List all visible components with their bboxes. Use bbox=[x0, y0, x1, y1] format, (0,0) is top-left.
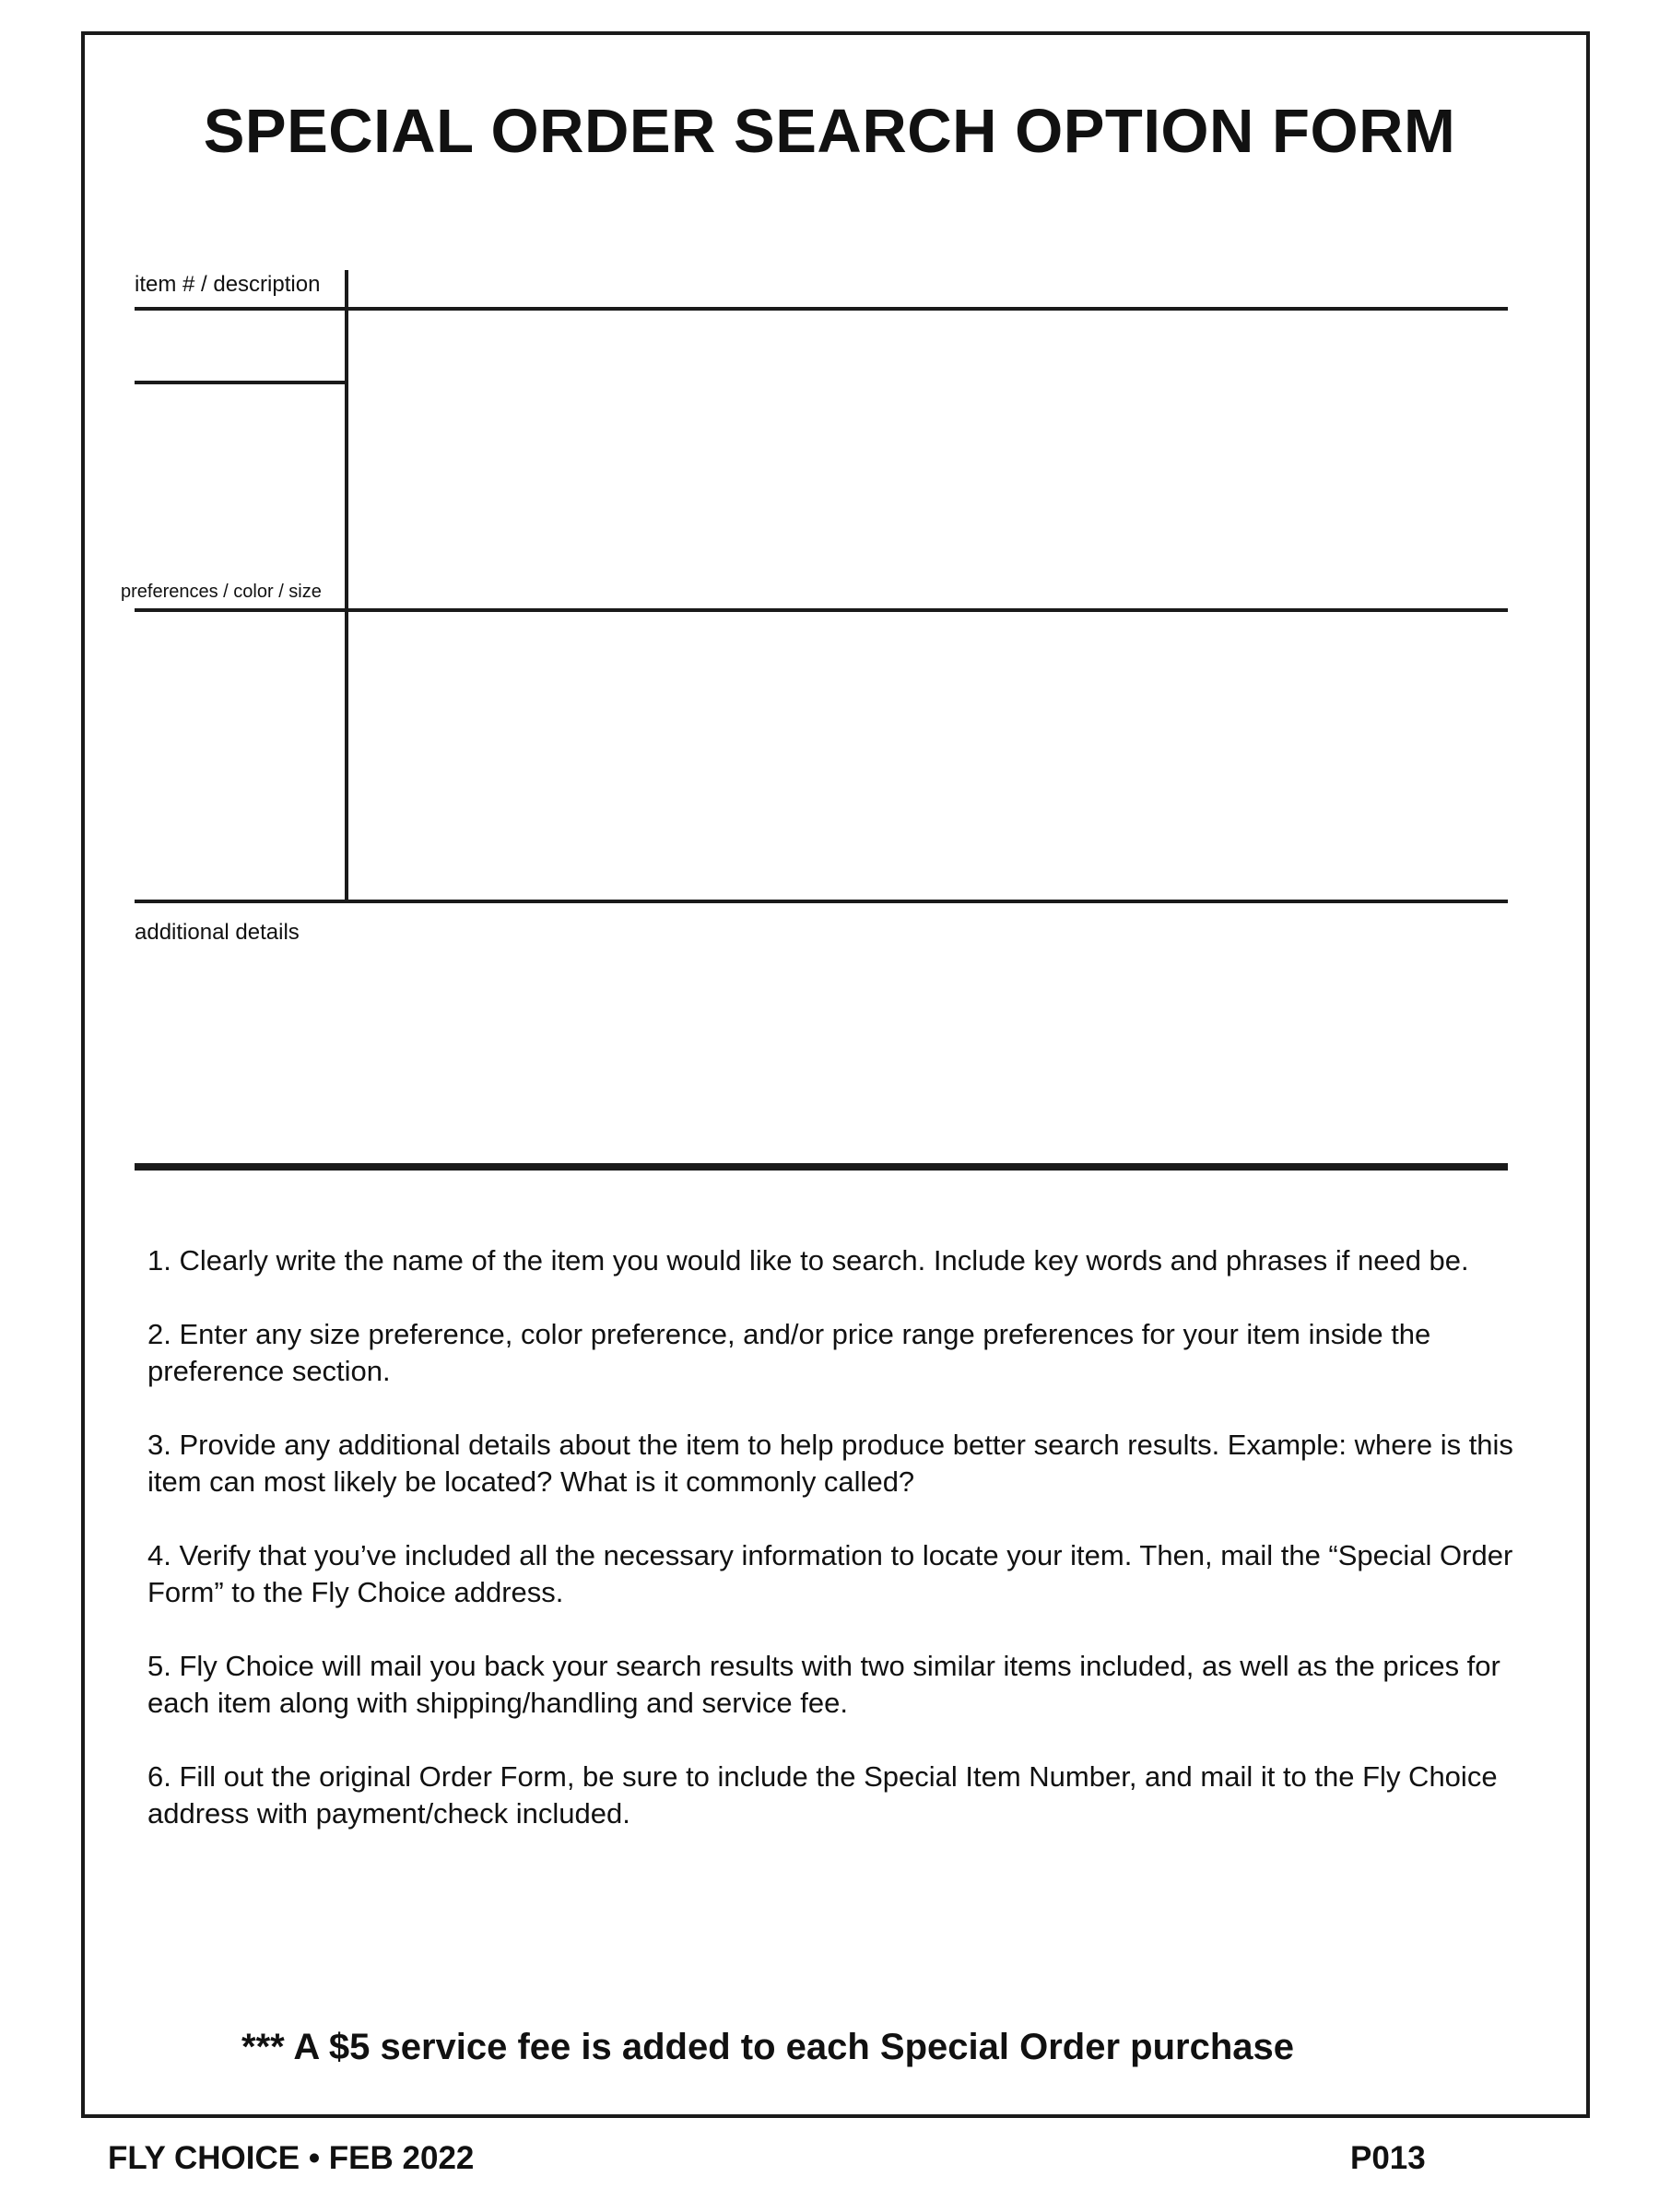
instruction-item: 1. Clearly write the name of the item you would like to search. Include key words and phrases if need be. bbox=[147, 1244, 1469, 1277]
instructions-list bbox=[147, 1242, 1548, 1869]
additional-details-top-line bbox=[135, 900, 1508, 903]
item-number-line[interactable] bbox=[135, 381, 348, 384]
instruction-item: 5. Fly Choice will mail you back your search results with two similar items included, as well as the prices for each item along with shipping/handling and service fee. bbox=[147, 1650, 1500, 1719]
instruction-item: 2. Enter any size preference, color preference, and/or price range preferences for your item inside the preference section. bbox=[147, 1318, 1431, 1387]
preferences-line[interactable] bbox=[135, 608, 1508, 612]
preferences-label: preferences / color / size bbox=[121, 582, 322, 602]
footer-page-code: P013 bbox=[1350, 2140, 1426, 2176]
form-title: SPECIAL ORDER SEARCH OPTION FORM bbox=[203, 97, 1456, 166]
additional-details-bottom-line[interactable] bbox=[135, 1163, 1508, 1171]
instruction-item: 6. Fill out the original Order Form, be sure to include the Special Item Number, and mail it to the Fly Choice address with payment/check included. bbox=[147, 1760, 1498, 1830]
instruction-item: 3. Provide any additional details about the item to help produce better search results. Example: where is this item can most likely be located? What is it commonly called? bbox=[147, 1429, 1513, 1498]
item-description-line[interactable] bbox=[135, 307, 1508, 311]
service-fee-note: *** A $5 service fee is added to each Special Order purchase bbox=[241, 2027, 1295, 2067]
instruction-item: 4. Verify that you’ve included all the necessary information to locate your item. Then, mail the “Special Order Form” to the Fly Choice address. bbox=[147, 1539, 1513, 1608]
form-column-divider bbox=[345, 270, 348, 903]
item-description-label: item # / description bbox=[135, 272, 321, 297]
additional-details-label: additional details bbox=[135, 920, 300, 945]
footer-brand-date: FLY CHOICE • FEB 2022 bbox=[108, 2140, 475, 2176]
